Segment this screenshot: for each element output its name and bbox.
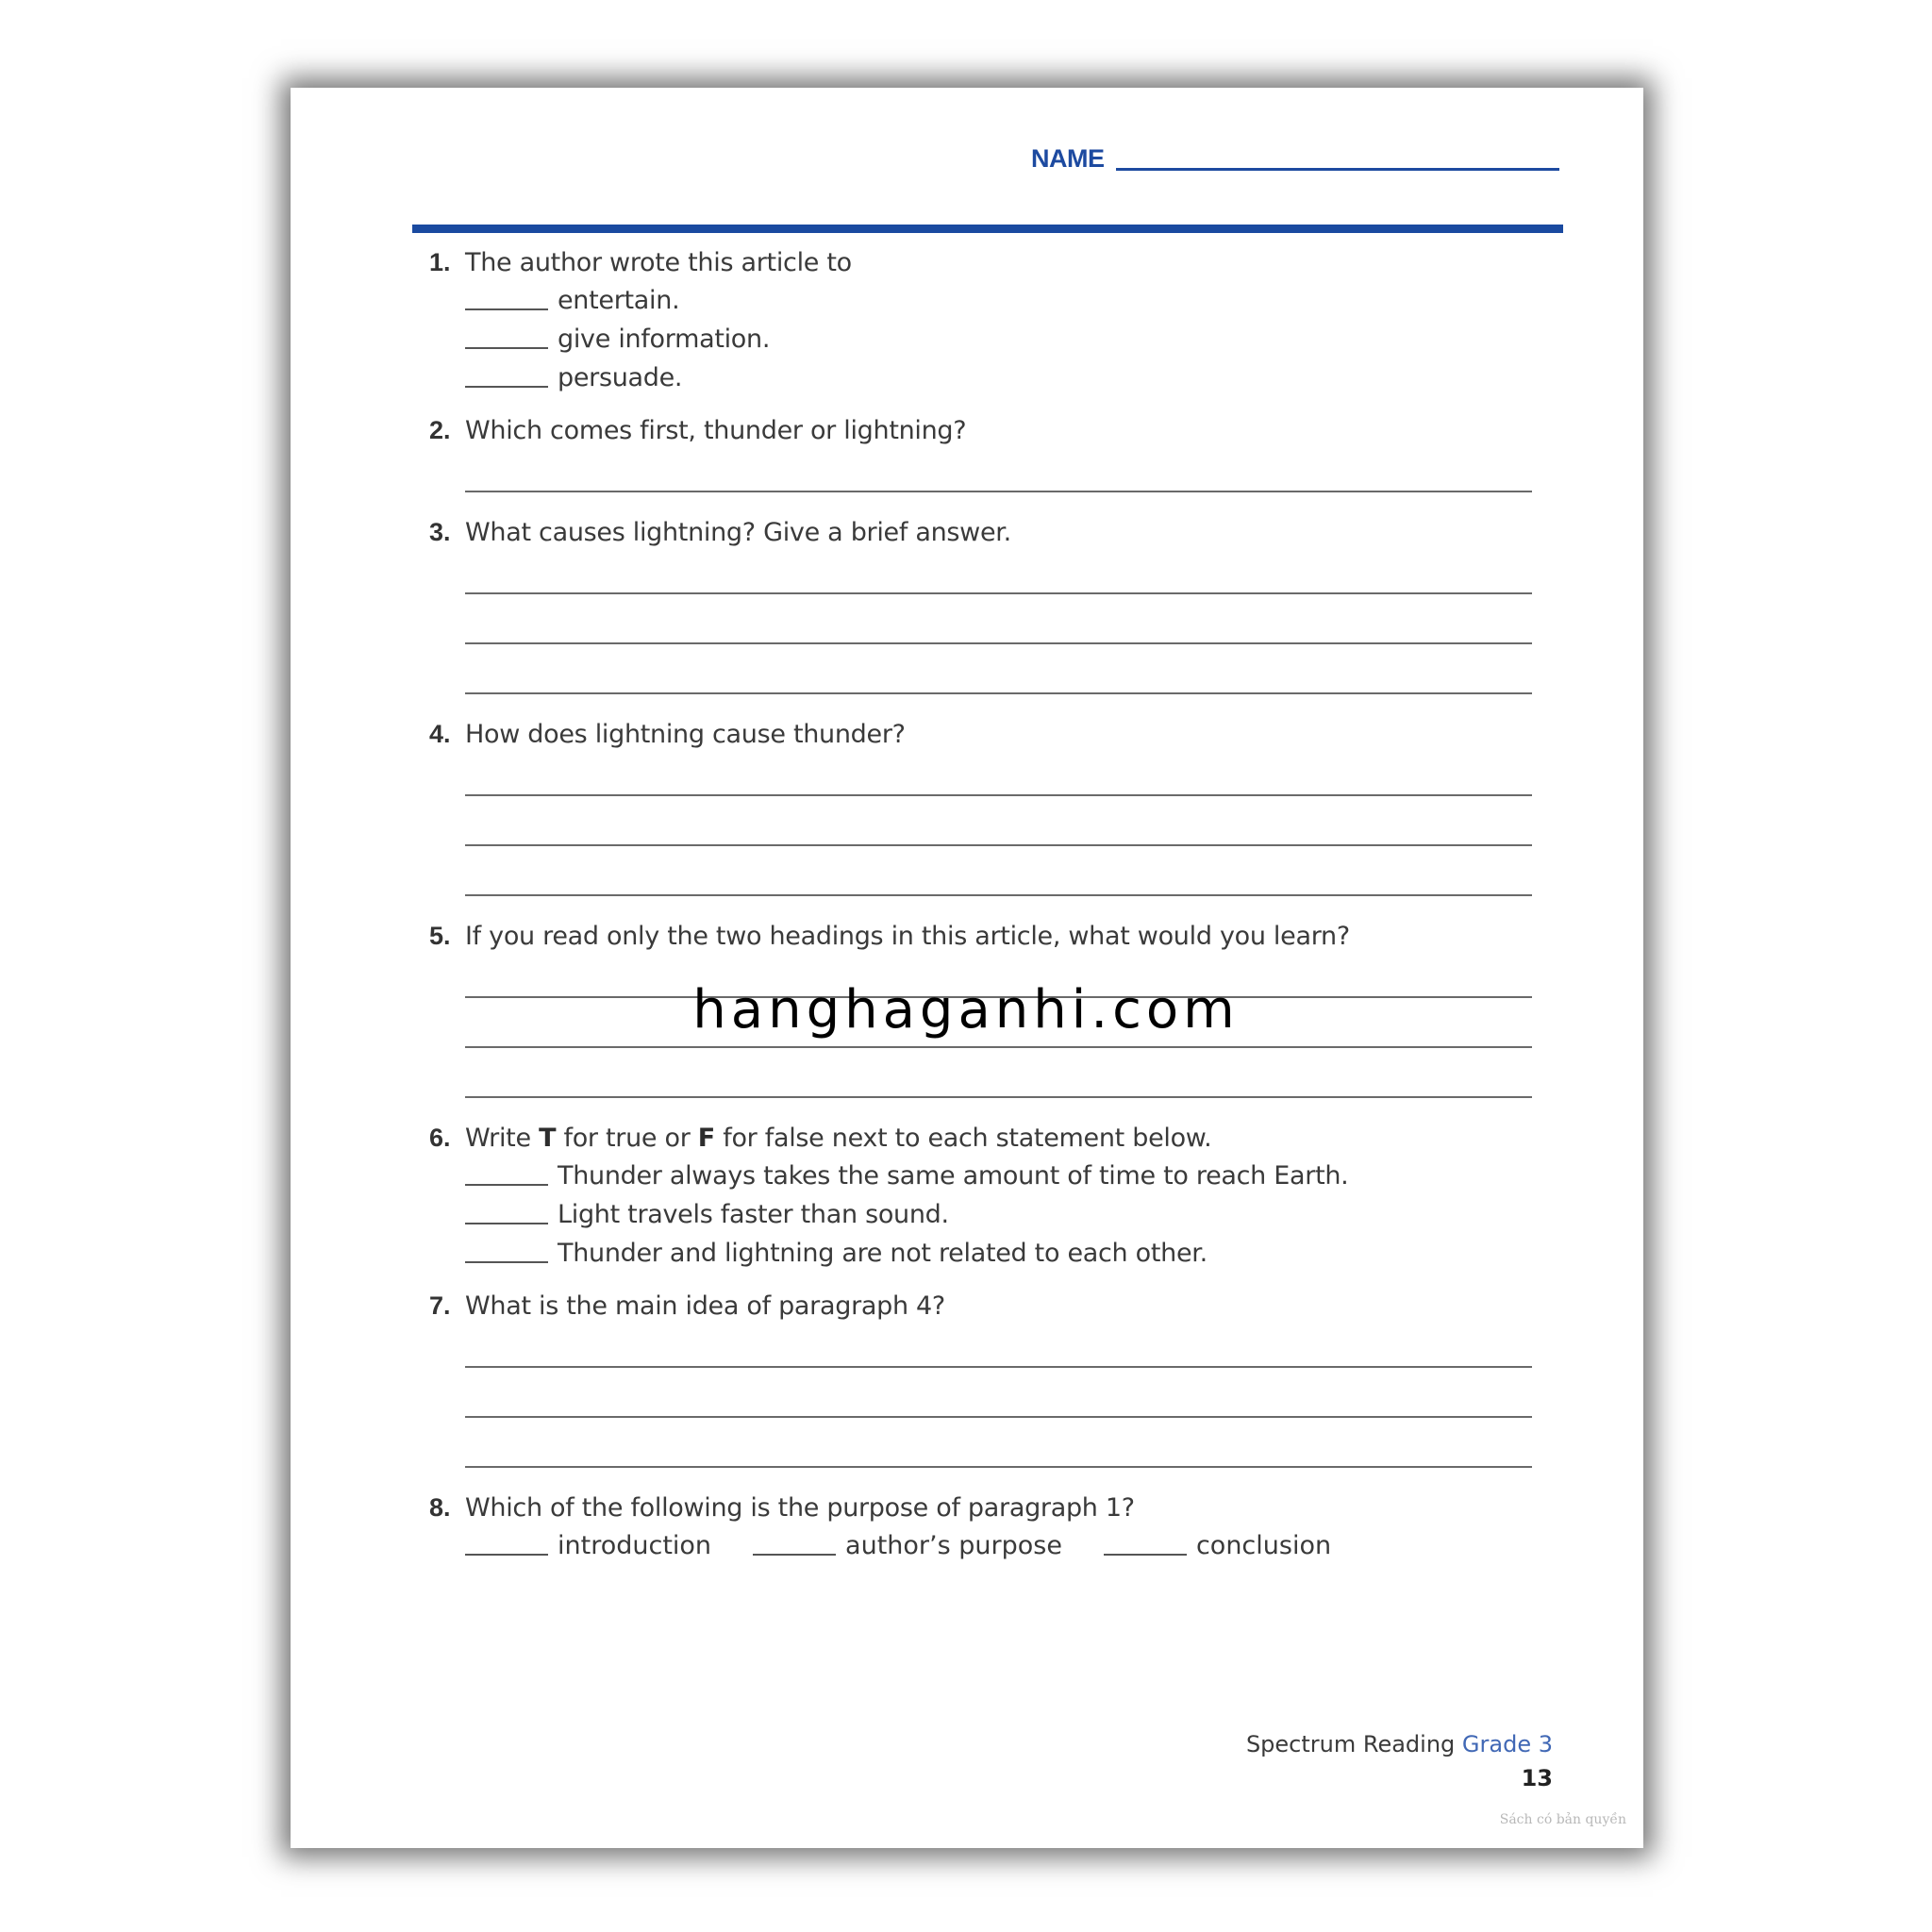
- question-text: What causes lightning? Give a brief answer.: [465, 518, 1011, 547]
- question-text: The author wrote this article to: [465, 248, 852, 277]
- question-number: 1.: [429, 248, 451, 276]
- statement-text: Thunder always takes the same amount of time to reach Earth.: [558, 1161, 1349, 1191]
- answer-line[interactable]: [465, 844, 1532, 846]
- statement-text: Thunder and lightning are not related to each other.: [558, 1239, 1208, 1268]
- option-authors-purpose: author’s purpose: [753, 1531, 1062, 1560]
- option-introduction: introduction: [465, 1531, 711, 1560]
- option-row: [465, 286, 679, 315]
- option-conclusion: conclusion: [1104, 1531, 1331, 1560]
- question-text: Which comes first, thunder or lightning?: [465, 416, 967, 445]
- answer-blank[interactable]: [1104, 1554, 1187, 1556]
- name-input-line[interactable]: [1116, 168, 1559, 171]
- page-number: 13: [1521, 1765, 1553, 1791]
- name-label: NAME: [1031, 144, 1105, 173]
- answer-blank[interactable]: [465, 1261, 548, 1263]
- answer-line[interactable]: [465, 1046, 1532, 1048]
- answer-blank[interactable]: [465, 386, 548, 388]
- option-label: entertain.: [558, 286, 680, 315]
- copyright-notice: Sách có bản quyền: [1499, 1812, 1626, 1827]
- question-text: How does lightning cause thunder?: [465, 720, 906, 749]
- statement-text: Light travels faster than sound.: [558, 1200, 949, 1229]
- question-text: Which of the following is the purpose of paragraph 1?: [465, 1493, 1135, 1523]
- question-number: 8.: [429, 1493, 451, 1522]
- question-number: 7.: [429, 1291, 451, 1320]
- answer-blank[interactable]: [465, 1554, 548, 1556]
- inline-options: [465, 1531, 1373, 1560]
- header-divider-bar: [412, 225, 1563, 233]
- statement-row: [465, 1200, 949, 1229]
- worksheet-page: [291, 88, 1643, 1848]
- question-number: 3.: [429, 518, 451, 546]
- option-row: [465, 363, 682, 392]
- watermark: hanghaganhi.com: [692, 979, 1240, 1041]
- footer-series-title: Spectrum Reading Grade 3: [1245, 1731, 1553, 1757]
- question-text: What is the main idea of paragraph 4?: [465, 1291, 945, 1321]
- answer-blank[interactable]: [753, 1554, 836, 1556]
- footer-grade: Grade 3: [1461, 1731, 1553, 1757]
- answer-line[interactable]: [465, 642, 1532, 644]
- answer-line[interactable]: [465, 794, 1532, 796]
- answer-line[interactable]: [465, 894, 1532, 896]
- answer-line[interactable]: [465, 592, 1532, 594]
- answer-blank[interactable]: [465, 308, 548, 310]
- answer-line[interactable]: [465, 1416, 1532, 1418]
- statement-row: [465, 1239, 1208, 1268]
- answer-blank[interactable]: [465, 347, 548, 349]
- option-label: persuade.: [558, 363, 683, 392]
- name-field-row: [1031, 144, 1559, 174]
- question-number: 2.: [429, 416, 451, 444]
- answer-line[interactable]: [465, 1366, 1532, 1368]
- question-number: 4.: [429, 720, 451, 748]
- answer-line[interactable]: [465, 1096, 1532, 1098]
- question-text: Write T for true or F for false next to each statement below.: [465, 1124, 1212, 1153]
- option-row: [465, 325, 770, 354]
- option-label: give information.: [558, 325, 771, 354]
- answer-line[interactable]: [465, 692, 1532, 694]
- question-text: If you read only the two headings in this article, what would you learn?: [465, 922, 1350, 951]
- question-number: 5.: [429, 922, 451, 950]
- statement-row: [465, 1161, 1348, 1191]
- question-number: 6.: [429, 1124, 451, 1152]
- answer-line[interactable]: [465, 491, 1532, 492]
- answer-blank[interactable]: [465, 1223, 548, 1224]
- answer-blank[interactable]: [465, 1184, 548, 1186]
- answer-line[interactable]: [465, 1466, 1532, 1468]
